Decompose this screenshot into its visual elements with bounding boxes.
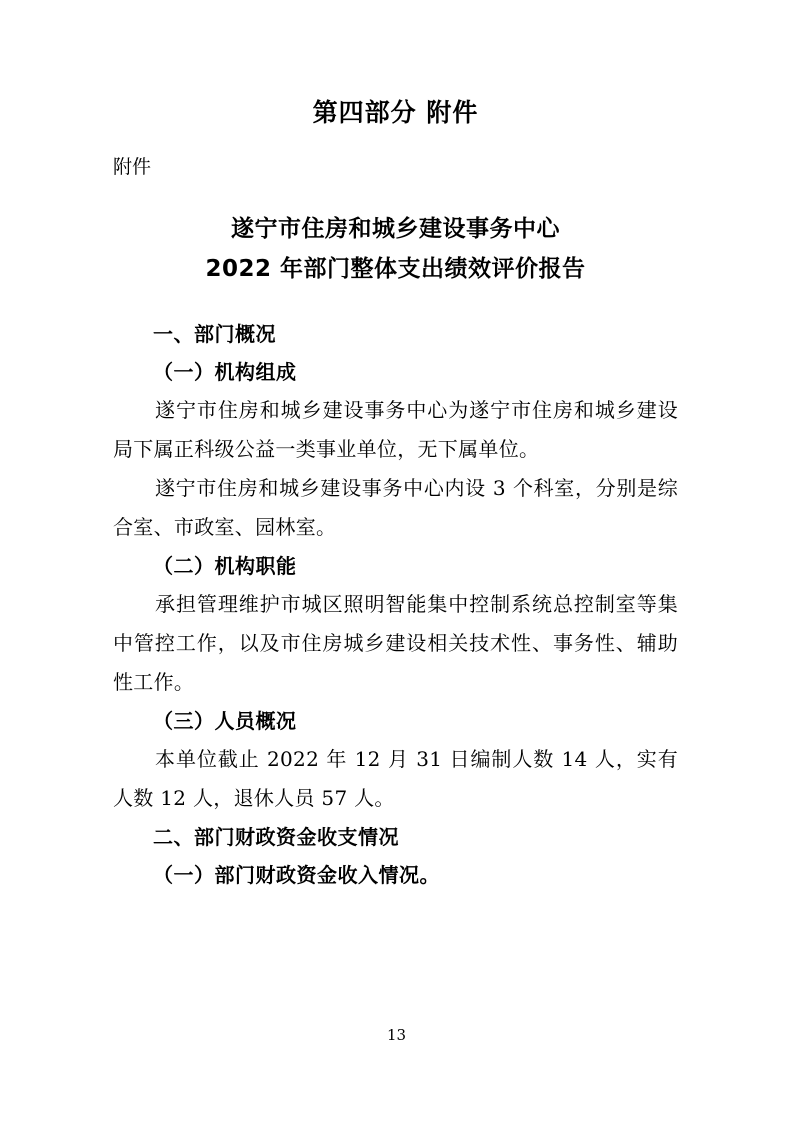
section-heading-fiscal-revenue: （一）部门财政资金收入情况。 <box>153 863 440 888</box>
section-heading-organization-functions: （二）机构职能 <box>153 554 297 579</box>
section-heading-personnel-overview: （三）人员概况 <box>153 709 297 734</box>
paragraph-personnel-overview: 本单位截止 2022 年 12 月 31 日编制人数 14 人，实有人数 12 人，退休人员 57 人。 <box>113 747 678 811</box>
document-title-line-2: 2022 年部门整体支出绩效评价报告 <box>205 256 586 283</box>
page-number: 13 <box>386 1026 407 1044</box>
document-title-line-1: 遂宁市住房和城乡建设事务中心 <box>231 215 560 242</box>
section-heading-organization-composition: （一）机构组成 <box>153 360 297 385</box>
paragraph-organization-functions: 承担管理维护市城区照明智能集中控制系统总控制室等集中管控工作，以及市住房城乡建设相关技术性、事务性、辅助性工作。 <box>113 592 678 695</box>
section-heading-fiscal-revenue-expenditure: 二、部门财政资金收支情况 <box>153 825 399 850</box>
part-heading: 第四部分 附件 <box>312 98 479 127</box>
paragraph-organization-composition-2: 遂宁市住房和城乡建设事务中心内设 3 个科室，分别是综合室、市政室、园林室。 <box>113 476 678 540</box>
attachment-label: 附件 <box>113 156 152 178</box>
page-content <box>113 0 678 894</box>
section-heading-department-overview: 一、部门概况 <box>153 322 276 347</box>
paragraph-organization-composition-1: 遂宁市住房和城乡建设事务中心为遂宁市住房和城乡建设局下属正科级公益一类事业单位，无下属单位。 <box>113 398 678 462</box>
